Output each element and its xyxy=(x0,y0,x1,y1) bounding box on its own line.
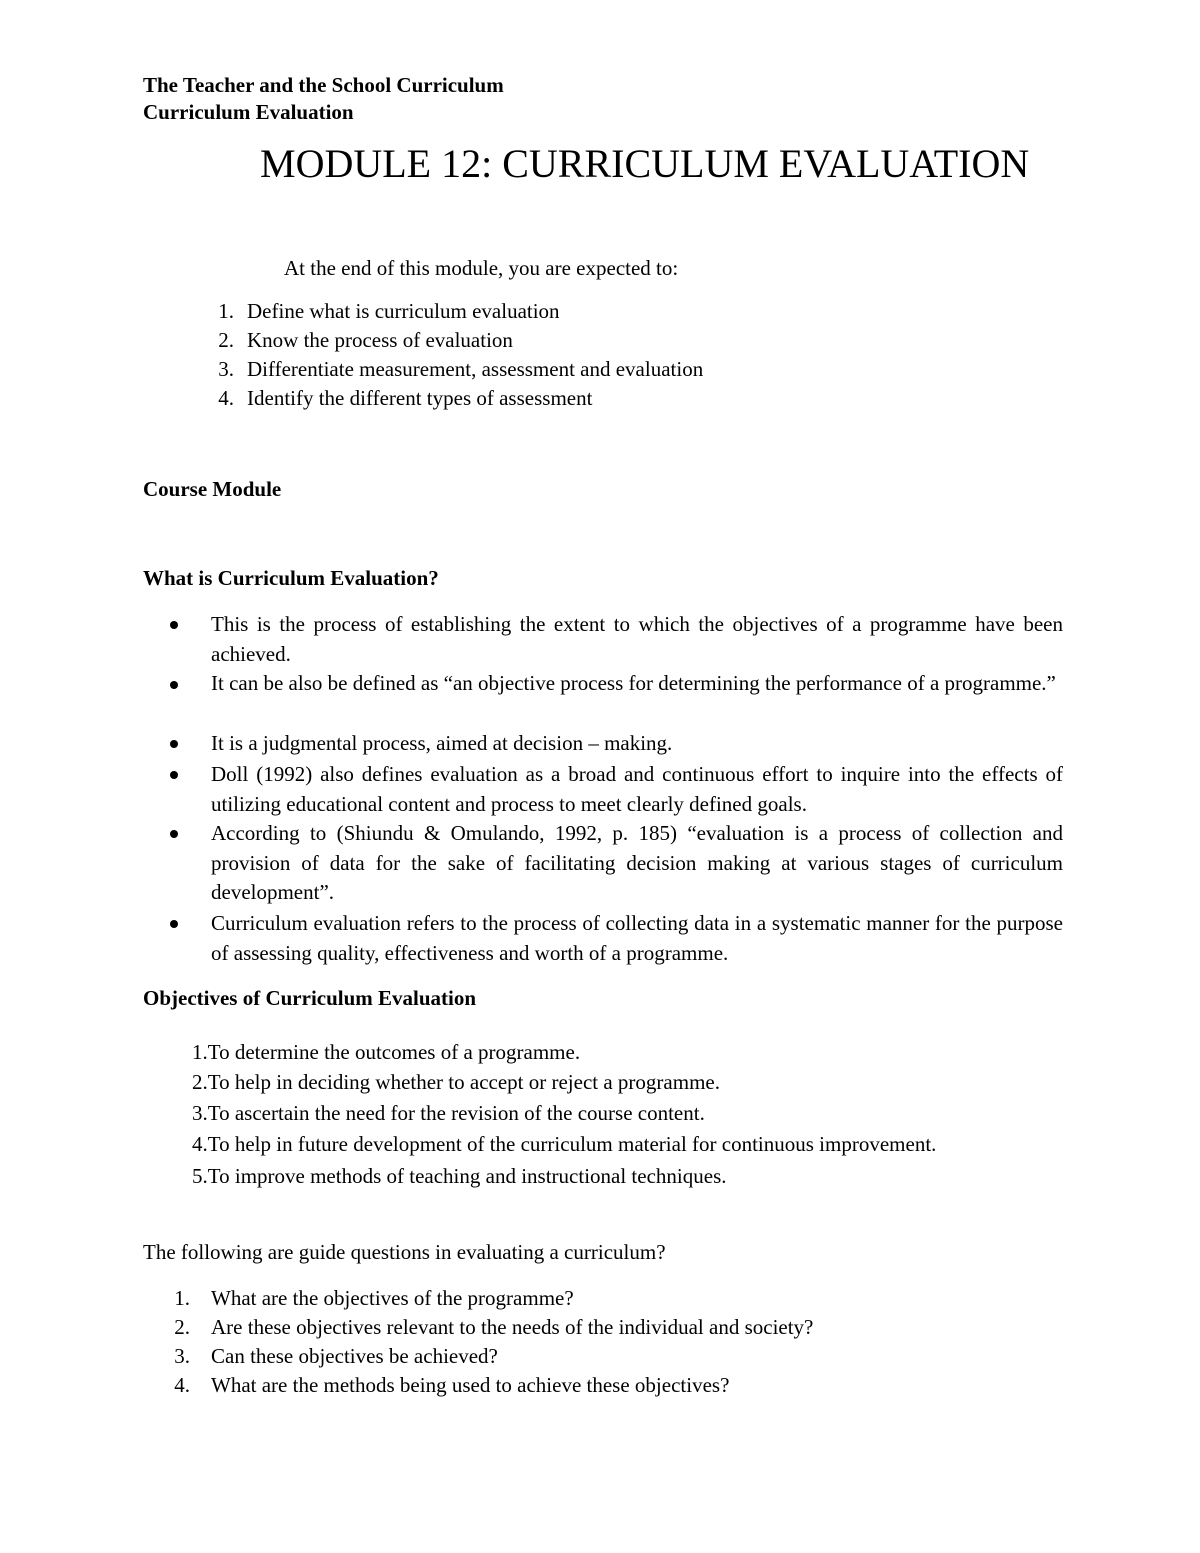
list-text: Differentiate measurement, assessment and evaluation xyxy=(247,357,704,381)
bullet-text: It can be also be defined as “an objective process for determining the performance of a programme.” xyxy=(211,671,1056,695)
list-number: 2. xyxy=(218,328,234,352)
list-item: 4.To help in future development of the curriculum material for continuous improvement. xyxy=(192,1132,937,1156)
list-item: 2.To help in deciding whether to accept or reject a programme. xyxy=(192,1070,720,1094)
list-number: 4. xyxy=(218,386,234,410)
what-is-heading: What is Curriculum Evaluation? xyxy=(143,566,439,590)
list-text: Can these objectives be achieved? xyxy=(211,1344,498,1368)
list-number: 4. xyxy=(174,1373,190,1397)
list-item: 3.To ascertain the need for the revision of the course content. xyxy=(192,1101,705,1125)
list-item: 1.To determine the outcomes of a programme. xyxy=(192,1040,581,1064)
list-number: 1. xyxy=(218,299,234,323)
bullet-icon xyxy=(170,621,178,629)
bullet-icon xyxy=(170,740,178,748)
bullet-text: This is the process of establishing the extent to which the objectives of a programme have been achieved. xyxy=(211,612,1063,666)
bullet-icon xyxy=(170,681,178,689)
bullet-text: Doll (1992) also defines evaluation as a broad and continuous effort to inquire into the effects of utilizing educational content and process to meet clearly defined goals. xyxy=(211,762,1063,816)
list-number: 2. xyxy=(174,1315,190,1339)
list-text: Are these objectives relevant to the needs of the individual and society? xyxy=(211,1315,814,1339)
bullet-text: Curriculum evaluation refers to the process of collecting data in a systematic manner for the purpose of assessing quality, effectiveness and worth of a programme. xyxy=(211,911,1063,965)
list-text: What are the methods being used to achieve these objectives? xyxy=(211,1373,730,1397)
list-number: 1. xyxy=(174,1286,190,1310)
bullet-icon xyxy=(170,830,178,838)
list-text: Identify the different types of assessment xyxy=(247,386,593,410)
guide-lead: The following are guide questions in evaluating a curriculum? xyxy=(143,1240,666,1264)
bullet-text: According to (Shiundu & Omulando, 1992, p. 185) “evaluation is a process of collection and provision of data for the sake of facilitating decision making at various stages of curriculum development”. xyxy=(211,821,1063,904)
list-text: Define what is curriculum evaluation xyxy=(247,299,560,323)
objectives-heading: Objectives of Curriculum Evaluation xyxy=(143,986,477,1010)
course-module-heading: Course Module xyxy=(143,477,282,501)
list-text: Know the process of evaluation xyxy=(247,328,513,352)
bullet-icon xyxy=(170,920,178,928)
list-item: 5.To improve methods of teaching and instructional techniques. xyxy=(192,1164,727,1188)
header-course: The Teacher and the School Curriculum xyxy=(143,73,504,97)
list-text: What are the objectives of the programme? xyxy=(211,1286,574,1310)
header-topic: Curriculum Evaluation xyxy=(143,100,354,124)
bullet-icon xyxy=(170,771,178,779)
intro-lead: At the end of this module, you are expected to: xyxy=(284,256,679,280)
list-number: 3. xyxy=(174,1344,190,1368)
page-title: MODULE 12: CURRICULUM EVALUATION xyxy=(260,141,1030,186)
list-number: 3. xyxy=(218,357,234,381)
bullet-text: It is a judgmental process, aimed at decision – making. xyxy=(211,731,673,755)
